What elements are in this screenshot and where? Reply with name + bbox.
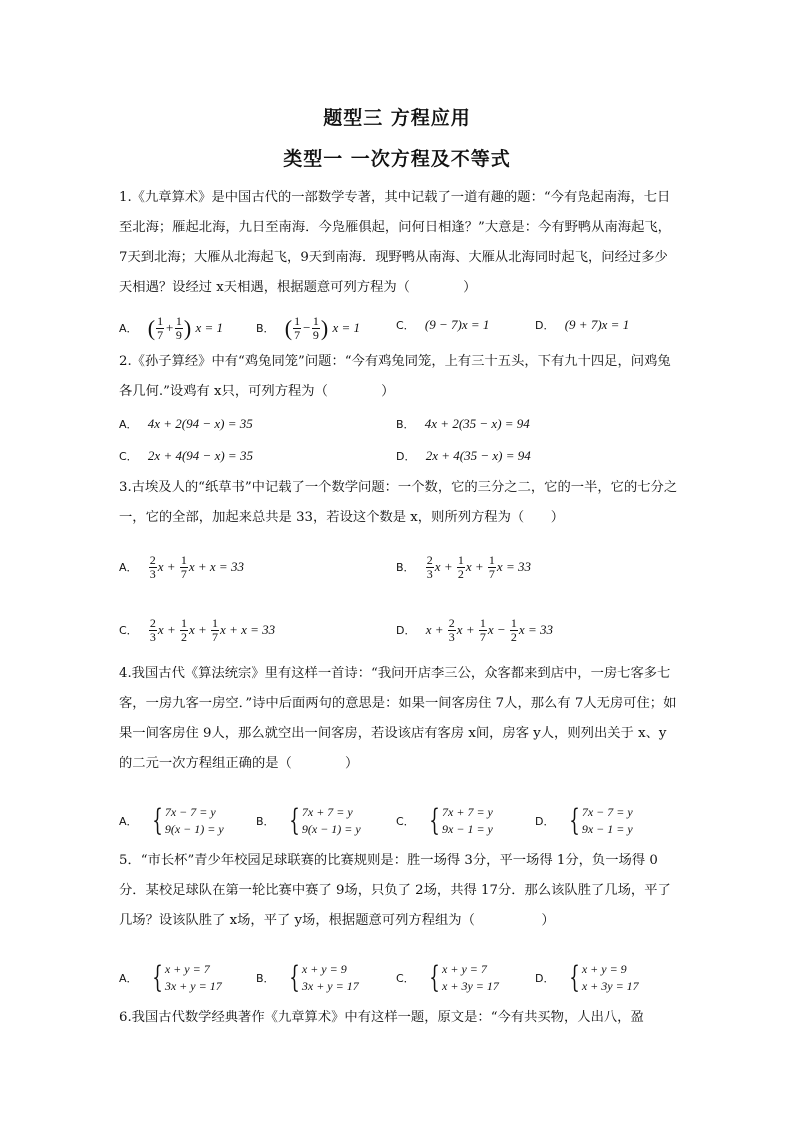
q2-option-c[interactable]: [119, 446, 253, 466]
option-label: B．: [256, 322, 275, 335]
option-label: D．: [535, 971, 555, 985]
q2-option-d[interactable]: [396, 446, 531, 466]
q2-option-b[interactable]: [396, 414, 530, 434]
option-label: D．: [535, 319, 555, 332]
question-4-text: 4.我国古代《算法统宗》里有这样一首诗：“我问开店李三公，众客都来到店中，一房七客多七客，一房九客一房空．”诗中后面两句的意思是：如果一间客房住 7人，那么有 7人无房可住；如果一间客房住 9人，那么就空出一间客房，若设该店有客房 x间，房客 y人，则列出关于 x、y的二元一次方程组正确的是（ ）: [119, 666, 677, 771]
option-expression: 2x + 4(35 − x) = 94: [425, 448, 531, 463]
q3-option-b[interactable]: B． $\frac{2}{3}$ x + $\frac{1}{2}$ x + $\frac{1}{7}$ x = 33: [396, 553, 531, 581]
page-title: 题型三 方程应用: [323, 107, 471, 129]
q5-option-d[interactable]: D． { x + y = 9 x + 3y = 17: [535, 960, 639, 995]
question-6-text: 6.我国古代数学经典著作《九章算术》中有这样一题，原文是：“今有共买物，人出八，盈: [119, 1010, 644, 1025]
option-label: B．: [256, 814, 275, 828]
option-label: B．: [396, 561, 415, 574]
q2-option-a[interactable]: [119, 414, 253, 434]
option-label: C．: [396, 814, 415, 828]
option-label: D．: [535, 814, 555, 828]
q3-option-a[interactable]: A． $\frac{2}{3}$ x + $\frac{1}{7}$ x + x = 33: [119, 553, 244, 581]
option-label: D．: [396, 624, 416, 637]
option-label: A．: [119, 971, 138, 985]
option-expression: 2x + 4(94 − x) = 35: [147, 448, 253, 463]
q4-option-c[interactable]: C． { 7x + 7 = y 9x − 1 = y: [396, 803, 493, 838]
question-5-text: 5．“市长杯”青少年校园足球联赛的比赛规则是：胜一场得 3分，平一场得 1分，负一场得 0分．某校足球队在第一轮比赛中赛了 9场，只负了 2场，共得 17分．那么该队胜了几场，平了几场？设该队胜了 x场，平了 y场，根据题意可列方程组为（ ）: [119, 853, 671, 928]
q1-option-a[interactable]: A． ( $\frac{1}{7}$ + $\frac{1}{9}$ ) x = 1: [119, 314, 223, 342]
q4-option-d[interactable]: D． { 7x − 7 = y 9x − 1 = y: [535, 803, 633, 838]
option-label: A．: [119, 561, 138, 574]
section-title: 类型一 一次方程及不等式: [283, 148, 511, 170]
question-2-text: 2.《孙子算经》中有“鸡兔同笼”问题：“今有鸡兔同笼，上有三十五头，下有九十四足，问鸡兔各几何.”设鸡有 x只，可列方程为（ ）: [119, 354, 671, 399]
option-expression: (9 + 7)x = 1: [564, 317, 630, 332]
q3-option-d[interactable]: D． x + $\frac{2}{3}$ x + $\frac{1}{7}$ x − $\frac{1}{2}$ x = 33: [396, 616, 553, 644]
option-label: A．: [119, 814, 138, 828]
option-label: C．: [396, 319, 415, 332]
q4-option-a[interactable]: A． { 7x − 7 = y 9(x − 1) = y: [119, 803, 224, 838]
question-1-text: 1.《九章算术》是中国古代的一部数学专著，其中记载了一道有趣的题：“今有凫起南海，七日至北海；雁起北海，九日至南海．今凫雁俱起，问何日相逢？”大意是：今有野鸭从南海起飞，7天到北海；大雁从北海起飞，9天到南海．现野鸭从南海、大雁从北海同时起飞，问经过多少天相遇？设经过 x天相遇，根据题意可列方程为（ ）: [119, 190, 671, 295]
option-label: A．: [119, 322, 138, 335]
option-label: C．: [119, 450, 138, 463]
q5-option-c[interactable]: C． { x + y = 7 x + 3y = 17: [396, 960, 499, 995]
option-label: C．: [396, 971, 415, 985]
option-label: B．: [396, 418, 415, 431]
q5-option-b[interactable]: B． { x + y = 9 3x + y = 17: [256, 960, 359, 995]
option-label: B．: [256, 971, 275, 985]
q4-option-b[interactable]: B． { 7x + 7 = y 9(x − 1) = y: [256, 803, 361, 838]
q1-option-c[interactable]: [396, 315, 489, 335]
question-3-text: 3.古埃及人的“纸草书”中记载了一个数学问题：一个数，它的三分之二，它的一半，它的七分之一，它的全部，加起来总共是 33，若设这个数是 x，则所列方程为（ ）: [119, 480, 678, 525]
q5-option-a[interactable]: A． { x + y = 7 3x + y = 17: [119, 960, 222, 995]
option-expression: (9 − 7)x = 1: [424, 317, 490, 332]
q3-option-c[interactable]: C． $\frac{2}{3}$ x + $\frac{1}{2}$ x + $\frac{1}{7}$ x + x = 33: [119, 616, 276, 644]
q1-option-d[interactable]: [535, 315, 629, 335]
option-label: D．: [396, 450, 416, 463]
q1-option-b[interactable]: B． ( $\frac{1}{7}$ − $\frac{1}{9}$ ) x = 1: [256, 314, 360, 342]
option-label: C．: [119, 624, 138, 637]
option-expression: 4x + 2(35 − x) = 94: [424, 416, 530, 431]
option-label: A．: [119, 418, 138, 431]
option-expression: 4x + 2(94 − x) = 35: [147, 416, 253, 431]
